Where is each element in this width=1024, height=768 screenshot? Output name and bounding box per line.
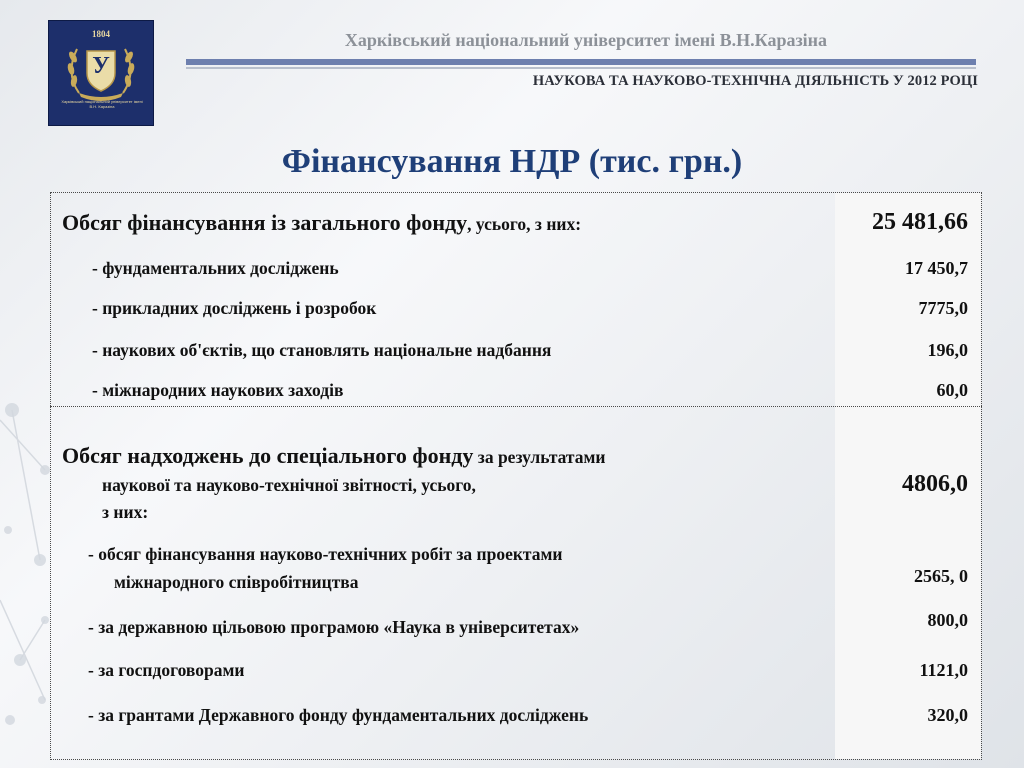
general-fund-item-value: 196,0 (927, 340, 968, 360)
general-fund-item: - міжнародних наукових заходів (92, 380, 344, 400)
general-fund-label-main: Обсяг фінансування із загального фонду (62, 210, 468, 235)
general-fund-item-value: 7775,0 (918, 298, 968, 318)
logo-letter: У (92, 53, 110, 79)
special-fund-item: - за госпдоговорами (88, 660, 245, 680)
general-fund-label (62, 210, 581, 236)
general-fund-total: 25 481,66 (872, 209, 968, 235)
special-fund-total: 4806,0 (902, 471, 968, 497)
header-rule-thin (186, 67, 976, 69)
page-title: Фінансування НДР (тис. грн.) (281, 143, 743, 180)
logo-year: 1804 (92, 29, 110, 39)
special-fund-item-line2: міжнародного співробітництва (114, 572, 359, 592)
special-fund-label (62, 443, 606, 469)
special-fund-item-value: 1121,0 (919, 660, 968, 680)
general-fund-item-value: 17 450,7 (905, 258, 968, 278)
special-fund-label-line2: наукової та науково-технічної звітності, усього, (102, 475, 476, 495)
section-title: НАУКОВА ТА НАУКОВО-ТЕХНІЧНА ДІЯЛЬНІСТЬ У 2012 РОЦІ (532, 73, 978, 89)
special-fund-label-line3: з них: (102, 502, 149, 522)
special-fund-item-value: 800,0 (927, 610, 968, 630)
special-fund-item: - за державною цільовою програмою «Наука в університетах» (88, 617, 580, 637)
table-divider (50, 406, 982, 407)
university-name: Харківський національний університет імені В.Н.Каразіна (344, 30, 828, 50)
general-fund-item: - фундаментальних досліджень (92, 258, 339, 278)
header-rule (186, 59, 976, 65)
general-fund-item: - наукових об'єктів, що становлять національне надбання (92, 340, 552, 360)
special-fund-label-main: Обсяг надходжень до спеціального фонду (62, 443, 474, 468)
university-logo (48, 20, 154, 126)
general-fund-label-tail: , усього, з них: (467, 214, 582, 234)
general-fund-item: - прикладних досліджень і розробок (92, 298, 377, 318)
logo-caption: Харківський національний університет імені В.Н. Каразіна (61, 99, 143, 109)
special-fund-item: - за грантами Державного фонду фундаментальних досліджень (88, 705, 589, 725)
special-fund-label-tail: за результатами (473, 447, 606, 467)
special-fund-item: - обсяг фінансування науково-технічних робіт за проектами (88, 544, 563, 564)
special-fund-item-value: 2565, 0 (914, 566, 968, 586)
general-fund-item-value: 60,0 (936, 380, 968, 400)
special-fund-item-value: 320,0 (927, 705, 968, 725)
